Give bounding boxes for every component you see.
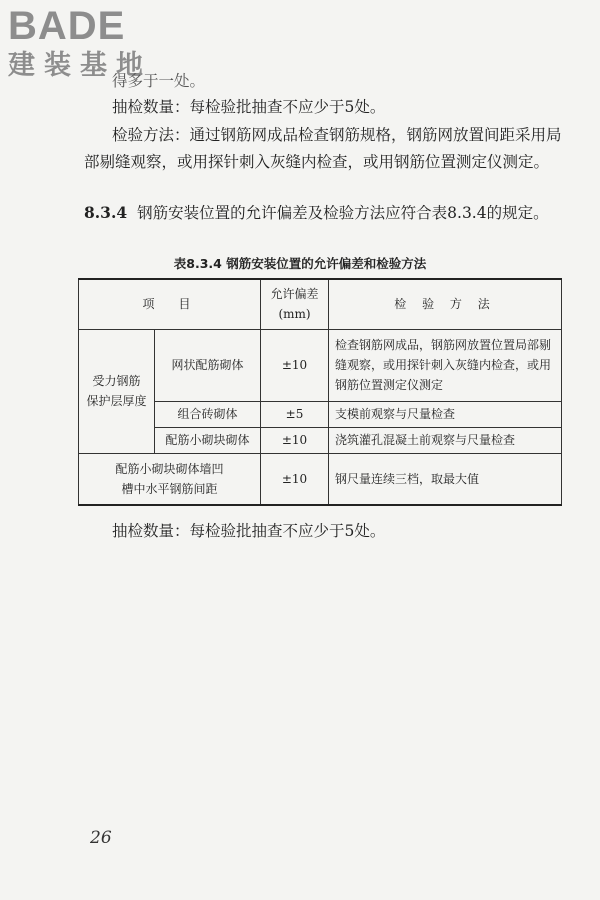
sampling-quantity-1: 抽检数量：每检验批抽查不应少于5处。 (112, 98, 386, 116)
row-4-method: 钢尺量连续三档，取最大值 (329, 453, 562, 505)
row-2-item: 组合砖砌体 (155, 401, 261, 427)
row-1-item: 网状配筋砌体 (155, 329, 261, 401)
group-label-line-1: 受力钢筋 (92, 374, 141, 388)
group-label-cell (79, 329, 155, 453)
sampling-quantity-2: 抽检数量：每检验批抽查不应少于5处。 (112, 522, 386, 540)
clause-8-3-4 (84, 200, 570, 226)
row-4-item-line-2: 槽中水平钢筋间距 (121, 481, 218, 496)
row-1-tolerance: ±10 (261, 329, 329, 401)
row-2-tolerance: ±5 (261, 401, 329, 427)
header-item: 项 目 (79, 279, 261, 329)
row-2-method: 支模前观察与尺量检查 (329, 401, 562, 427)
header-tolerance-unit: (mm) (278, 307, 311, 322)
row-1-method: 检查钢筋网成品，钢筋网放置位置局部剔缝观察，或用探针刺入灰缝内检查，或用钢筋位置测定仪测定 (329, 329, 562, 401)
row-4-item (79, 453, 261, 505)
header-method: 检 验 方 法 (329, 279, 562, 329)
logo-wordmark: BADE (8, 4, 126, 48)
row-3-item: 配筋小砌块砌体 (155, 427, 261, 453)
group-label-line-2: 保护层厚度 (86, 394, 147, 408)
table-row (79, 453, 562, 505)
row-3-method: 浇筑灌孔混凝土前观察与尺量检查 (329, 427, 562, 453)
header-tolerance-label: 允许偏差 (270, 287, 319, 302)
row-3-tolerance: ±10 (261, 427, 329, 453)
clause-number: 8.3.4 (84, 203, 128, 222)
page-number: 26 (90, 828, 112, 848)
table-title: 表8.3.4 钢筋安装位置的允许偏差和检验方法 (173, 256, 427, 271)
partial-text-line: 得多于一处。 (112, 72, 206, 90)
logo-subtitle: 建装基地 (8, 50, 152, 81)
row-4-item-line-1: 配筋小砌块砌体墙凹 (115, 461, 224, 476)
row-4-tolerance: ±10 (261, 453, 329, 505)
inspection-method: 检验方法：通过钢筋网成品检查钢筋规格，钢筋网放置间距采用局部剔缝观察，或用探针刺入灰缝内检查，或用钢筋位置测定仪测定。 (84, 126, 562, 171)
table-row (79, 329, 562, 401)
tolerance-table (78, 278, 562, 506)
clause-text: 钢筋安装位置的允许偏差及检验方法应符合表8.3.4的规定。 (137, 204, 549, 222)
header-tolerance (261, 279, 329, 329)
